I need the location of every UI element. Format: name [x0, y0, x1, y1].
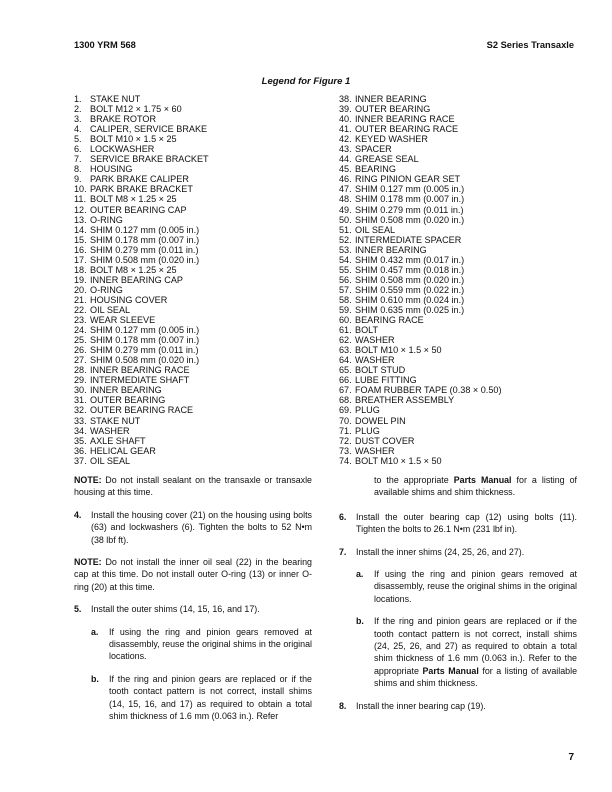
legend-item-text: INNER BEARING — [90, 385, 162, 396]
legend-item-text: PARK BRAKE BRACKET — [90, 184, 193, 195]
legend-item — [339, 335, 501, 345]
parts-manual-reference: Parts Manual — [422, 665, 479, 676]
legend-item-number: 37. — [74, 455, 87, 466]
step-text: Install the housing cover (21) on the housing using bolts (63) and lockwashers (6). Tighten the bolts to 52 N•m (38 lbf ft). — [91, 509, 312, 545]
legend-item-number: 38. — [339, 94, 352, 104]
substep-text: If using the ring and pinion gears removed at disassembly, reuse the original shims in the original locations. — [374, 569, 577, 604]
legend-item-text: BEARING RACE — [355, 315, 424, 326]
legend-item-number: 39. — [339, 104, 352, 115]
legend-item-number: 30. — [74, 385, 87, 396]
legend-item — [339, 184, 501, 194]
legend-item-text: OUTER BEARING RACE — [90, 405, 194, 416]
legend-item-text: SHIM 0.178 mm (0.007 in.) — [355, 194, 465, 205]
legend-item-text: OIL SEAL — [90, 304, 131, 315]
legend-item-text: OIL SEAL — [355, 224, 396, 235]
legend-item-text: GREASE SEAL — [355, 154, 419, 165]
legend-item-number: 22. — [74, 304, 87, 315]
legend-item-number: 5. — [74, 134, 82, 145]
legend-item — [74, 255, 209, 265]
substep-text-end: for a listing of available shims and shim thickness. — [374, 665, 578, 689]
legend-item-number: 73. — [339, 445, 352, 456]
legend-item-number: 69. — [339, 405, 352, 416]
legend-item — [339, 144, 501, 154]
legend-item-number: 31. — [74, 395, 87, 406]
legend-item-number: 26. — [74, 345, 87, 356]
parts-manual-reference: Parts Manual — [453, 475, 512, 485]
legend-item-text: SPACER — [355, 144, 392, 155]
legend-item — [74, 426, 209, 436]
legend-item-number: 64. — [339, 355, 352, 366]
legend-item — [339, 124, 501, 134]
legend-item-number: 70. — [339, 415, 352, 426]
legend-item — [339, 255, 501, 265]
legend-item — [74, 275, 209, 285]
legend-item-text: SHIM 0.127 mm (0.005 in.) — [90, 325, 200, 336]
step-5a — [91, 626, 312, 663]
legend-item — [74, 315, 209, 325]
substep-text: If using the ring and pinion gears removed at disassembly, reuse the original shims in the original locations. — [109, 626, 312, 662]
step-text: Install the outer shims (14, 15, 16, and 17). — [91, 604, 260, 615]
legend-item-text: O-RING — [90, 214, 123, 225]
legend-item-text: LUBE FITTING — [355, 375, 417, 386]
legend-item — [339, 345, 501, 355]
legend-item-text: SHIM 0.559 mm (0.022 in.) — [355, 284, 465, 295]
step-text: Install the outer bearing cap (12) using bolts (11). Tighten the bolts to 26.1 N•m (231 lbf in). — [356, 511, 577, 535]
legend-item-number: 62. — [339, 335, 352, 346]
legend-item-text: OIL SEAL — [90, 455, 131, 466]
legend-item-text: SHIM 0.508 mm (0.020 in.) — [90, 254, 200, 265]
legend-item-number: 23. — [74, 315, 87, 326]
legend-item — [74, 265, 209, 275]
legend-item-text: SHIM 0.610 mm (0.024 in.) — [355, 294, 465, 305]
legend-item-text: STAKE NUT — [90, 415, 141, 426]
legend-item — [74, 305, 209, 315]
legend-item-text: BREATHER ASSEMBLY — [355, 395, 455, 406]
legend-item — [74, 184, 209, 194]
legend-item-number: 45. — [339, 164, 352, 175]
substep-letter: b. — [91, 673, 99, 684]
legend-item-number: 72. — [339, 435, 352, 446]
step-7 — [339, 546, 577, 558]
legend-item-text: BOLT M10 × 1.5 × 50 — [355, 345, 442, 356]
legend-item-number: 54. — [339, 254, 352, 265]
step-7b — [356, 615, 577, 689]
legend-item-number: 17. — [74, 254, 87, 265]
legend-item-text: BOLT M8 × 1.25 × 25 — [90, 194, 177, 205]
step-4 — [74, 509, 312, 546]
parts-list-left — [74, 94, 209, 466]
legend-item-number: 56. — [339, 274, 352, 285]
legend-item — [339, 94, 501, 104]
legend-item-number: 4. — [74, 124, 82, 135]
legend-item — [74, 194, 209, 204]
legend-item-number: 61. — [339, 325, 352, 336]
legend-item-number: 49. — [339, 204, 352, 215]
legend-item-number: 32. — [74, 405, 87, 416]
legend-item-text: BOLT STUD — [355, 365, 406, 376]
legend-item — [74, 124, 209, 134]
legend-item — [74, 94, 209, 104]
legend-item — [339, 456, 501, 466]
legend-item-text: PARK BRAKE CALIPER — [90, 174, 189, 185]
step-number: 6. — [339, 511, 347, 522]
substep-text-start: If the ring and pinion gears are replaced or if the tooth contact pattern is not correct, install shims (24, 25, 26, and 27) as required to obtain a total shim thickness of 1.6 mm (0.063 in.). Refer to the appropriate — [374, 616, 577, 676]
legend-item — [339, 285, 501, 295]
legend-item — [339, 225, 501, 235]
step-5b — [91, 673, 312, 723]
note-oil-seal — [74, 556, 312, 593]
legend-item — [339, 295, 501, 305]
legend-item — [339, 355, 501, 365]
legend-item — [74, 174, 209, 184]
legend-item-number: 25. — [74, 335, 87, 346]
legend-item-text: LOCKWASHER — [90, 144, 155, 155]
legend-item — [339, 265, 501, 275]
substep-letter: a. — [356, 569, 364, 580]
legend-item-number: 57. — [339, 284, 352, 295]
legend-item-text: BOLT M12 × 1.75 × 60 — [90, 104, 182, 115]
legend-item-text: DUST COVER — [355, 435, 415, 446]
legend-item-number: 15. — [74, 234, 87, 245]
legend-item-number: 35. — [74, 435, 87, 446]
legend-item-text: RING PINION GEAR SET — [355, 174, 461, 185]
legend-item-number: 16. — [74, 244, 87, 255]
legend-item — [339, 174, 501, 184]
legend-item-number: 46. — [339, 174, 352, 185]
legend-item-number: 12. — [74, 204, 87, 215]
legend-item — [74, 114, 209, 124]
legend-item — [339, 385, 501, 395]
legend-item — [74, 385, 209, 395]
parts-list-right — [339, 94, 501, 466]
legend-item-text: WASHER — [90, 425, 130, 436]
legend-item — [339, 315, 501, 325]
legend-item-text: O-RING — [90, 284, 123, 295]
legend-item — [74, 295, 209, 305]
legend-item-number: 41. — [339, 124, 352, 135]
legend-item-text: PLUG — [355, 405, 380, 416]
legend-item — [74, 134, 209, 144]
legend-item-number: 36. — [74, 445, 87, 456]
legend-item — [74, 215, 209, 225]
legend-item-text: BOLT M10 × 1.5 × 25 — [90, 134, 177, 145]
legend-item-text: INNER BEARING RACE — [355, 114, 455, 125]
step-number: 7. — [339, 546, 347, 557]
legend-item — [339, 446, 501, 456]
legend-item — [74, 355, 209, 365]
legend-item-number: 2. — [74, 104, 82, 115]
legend-item-text: BOLT M8 × 1.25 × 25 — [90, 264, 177, 275]
note-text: Do not install sealant on the transaxle or transaxle housing at this time. — [74, 475, 312, 498]
legend-item-number: 34. — [74, 425, 87, 436]
legend-item-number: 11. — [74, 194, 86, 205]
legend-item — [339, 416, 501, 426]
legend-item-number: 53. — [339, 244, 352, 255]
legend-item-number: 63. — [339, 345, 352, 356]
continuation-text: to the appropriate — [374, 475, 454, 485]
legend-item-number: 27. — [74, 355, 87, 366]
legend-item-text: SHIM 0.279 mm (0.011 in.) — [355, 204, 464, 215]
legend-item — [74, 416, 209, 426]
note-sealant — [74, 474, 312, 499]
legend-item-number: 3. — [74, 114, 82, 125]
legend-item-text: SHIM 0.508 mm (0.020 in.) — [355, 214, 465, 225]
legend-item-text: AXLE SHAFT — [90, 435, 146, 446]
legend-item-number: 24. — [74, 325, 87, 336]
legend-item-number: 68. — [339, 395, 352, 406]
page-header-left: 1300 YRM 568 — [74, 40, 136, 50]
legend-item-text: WASHER — [355, 355, 395, 366]
legend-item-number: 13. — [74, 214, 87, 225]
page-number: 7 — [568, 752, 574, 763]
legend-item-number: 43. — [339, 144, 352, 155]
legend-item-number: 33. — [74, 415, 87, 426]
legend-item-number: 42. — [339, 134, 352, 145]
legend-item — [74, 436, 209, 446]
legend-item — [339, 275, 501, 285]
legend-item-number: 14. — [74, 224, 87, 235]
legend-item-text: SHIM 0.127 mm (0.005 in.) — [355, 184, 465, 195]
legend-item-number: 1. — [74, 94, 82, 104]
legend-item-text: HELICAL GEAR — [90, 445, 156, 456]
legend-item — [339, 305, 501, 315]
legend-item-number: 47. — [339, 184, 352, 195]
legend-item-number: 10. — [74, 184, 87, 195]
legend-item-text: INNER BEARING — [355, 94, 427, 104]
legend-item-text: INNER BEARING RACE — [90, 365, 190, 376]
legend-item — [339, 104, 501, 114]
step-5b-continuation — [374, 474, 577, 499]
legend-item-text: BOLT M10 × 1.5 × 50 — [355, 455, 442, 466]
legend-item-number: 67. — [339, 385, 352, 396]
legend-item-text: OUTER BEARING — [355, 104, 431, 115]
legend-item-number: 74. — [339, 455, 352, 466]
note-label: NOTE: — [74, 475, 102, 485]
legend-item-number: 59. — [339, 304, 352, 315]
legend-item — [74, 144, 209, 154]
legend-item — [74, 104, 209, 114]
legend-item-number: 28. — [74, 365, 87, 376]
legend-item-number: 8. — [74, 164, 82, 175]
text-column-right — [339, 474, 577, 722]
legend-item — [74, 245, 209, 255]
legend-item-text: HOUSING COVER — [90, 294, 168, 305]
legend-item-number: 71. — [339, 425, 352, 436]
legend-item-text: SHIM 0.178 mm (0.007 in.) — [90, 335, 200, 346]
legend-item-number: 51. — [339, 224, 352, 235]
legend-item-text: SHIM 0.432 mm (0.017 in.) — [355, 254, 465, 265]
legend-item-number: 19. — [74, 274, 87, 285]
legend-item — [74, 405, 209, 415]
step-text: Install the inner shims (24, 25, 26, and 27). — [356, 546, 525, 557]
legend-item-text: SHIM 0.279 mm (0.011 in.) — [90, 244, 199, 255]
legend-item-number: 52. — [339, 234, 352, 245]
legend-item-text: BRAKE ROTOR — [90, 114, 157, 125]
substep-text: If the ring and pinion gears are replaced or if the tooth contact pattern is not correct, install shims (14, 15, 16, and 17) as required to obtain a total shim thickness of 1.6 mm (0.063 in.). Refer — [109, 673, 312, 722]
legend-item-number: 66. — [339, 375, 352, 386]
legend-item — [74, 154, 209, 164]
legend-item — [74, 235, 209, 245]
legend-item — [74, 225, 209, 235]
legend-item-text: BEARING — [355, 164, 396, 175]
legend-item — [339, 114, 501, 124]
legend-item-text: WASHER — [355, 335, 395, 346]
legend-item — [339, 154, 501, 164]
legend-item-number: 58. — [339, 294, 352, 305]
legend-item-number: 55. — [339, 264, 352, 275]
page-header-right: S2 Series Transaxle — [486, 40, 574, 50]
legend-item — [74, 205, 209, 215]
step-number: 4. — [74, 509, 82, 520]
legend-item-text: STAKE NUT — [90, 94, 141, 104]
step-7a — [356, 568, 577, 605]
legend-item-number: 18. — [74, 264, 87, 275]
legend-item — [74, 446, 209, 456]
legend-item-text: INNER BEARING — [355, 244, 427, 255]
legend-item-text: SERVICE BRAKE BRACKET — [90, 154, 209, 165]
step-5 — [74, 603, 312, 615]
legend-item — [339, 194, 501, 204]
legend-item — [339, 205, 501, 215]
legend-item — [74, 375, 209, 385]
legend-item — [74, 164, 209, 174]
legend-item — [339, 405, 501, 415]
legend-item-text: INTERMEDIATE SPACER — [355, 234, 462, 245]
legend-item-text: PLUG — [355, 425, 380, 436]
step-number: 5. — [74, 604, 82, 615]
legend-item — [74, 325, 209, 335]
legend-item — [74, 365, 209, 375]
continuation-text-end: for a listing of available shims and shim thickness. — [374, 475, 577, 498]
legend-item — [339, 235, 501, 245]
step-8 — [339, 700, 577, 712]
substep-text — [374, 615, 577, 689]
legend-item — [339, 375, 501, 385]
legend-item-text: KEYED WASHER — [355, 134, 428, 145]
legend-item-number: 44. — [339, 154, 352, 165]
legend-item-text: INTERMEDIATE SHAFT — [90, 375, 190, 386]
legend-item-number: 6. — [74, 144, 82, 155]
legend-item-number: 50. — [339, 214, 352, 225]
legend-item-number: 20. — [74, 284, 87, 295]
legend-item-number: 60. — [339, 315, 352, 326]
legend-item-text: DOWEL PIN — [355, 415, 406, 426]
legend-item — [339, 365, 501, 375]
legend-item-text: SHIM 0.279 mm (0.011 in.) — [90, 345, 199, 356]
note-text: Do not install the inner oil seal (22) in the bearing cap at this time. Do not install outer O-ring (13) or inner O-ring (20) at this time. — [74, 557, 312, 592]
substep-letter: a. — [91, 626, 99, 637]
legend-item-text: SHIM 0.127 mm (0.005 in.) — [90, 224, 200, 235]
text-column-left — [74, 474, 312, 733]
legend-item — [74, 345, 209, 355]
legend-item-text: SHIM 0.508 mm (0.020 in.) — [90, 355, 200, 366]
legend-item-text: HOUSING — [90, 164, 133, 175]
legend-item-text: OUTER BEARING RACE — [355, 124, 459, 135]
legend-item — [74, 395, 209, 405]
legend-item-number: 40. — [339, 114, 352, 125]
legend-item-text: INNER BEARING CAP — [90, 274, 183, 285]
step-number: 8. — [339, 700, 347, 711]
legend-item-text: FOAM RUBBER TAPE (0.38 × 0.50) — [355, 385, 502, 396]
legend-item-text: SHIM 0.178 mm (0.007 in.) — [90, 234, 200, 245]
legend-item-text: OUTER BEARING CAP — [90, 204, 187, 215]
legend-item-text: SHIM 0.508 mm (0.020 in.) — [355, 274, 465, 285]
legend-item — [339, 215, 501, 225]
legend-item — [339, 245, 501, 255]
legend-item-number: 48. — [339, 194, 352, 205]
legend-item-number: 65. — [339, 365, 352, 376]
legend-item — [339, 426, 501, 436]
legend-item-number: 7. — [74, 154, 82, 165]
legend-item — [74, 456, 209, 466]
legend-item — [339, 436, 501, 446]
legend-title: Legend for Figure 1 — [261, 76, 351, 87]
legend-item-text: SHIM 0.635 mm (0.025 in.) — [355, 304, 465, 315]
legend-item-text: SHIM 0.457 mm (0.018 in.) — [355, 264, 465, 275]
step-text: Install the inner bearing cap (19). — [356, 700, 486, 711]
legend-item — [339, 325, 501, 335]
legend-item-text: WASHER — [355, 445, 395, 456]
legend-item-text: CALIPER, SERVICE BRAKE — [90, 124, 208, 135]
substep-letter: b. — [356, 616, 364, 627]
legend-item-number: 29. — [74, 375, 87, 386]
legend-item-text: WEAR SLEEVE — [90, 315, 156, 326]
legend-item — [339, 164, 501, 174]
legend-item-number: 9. — [74, 174, 82, 185]
legend-item-text: BOLT — [355, 325, 379, 336]
legend-item — [74, 335, 209, 345]
legend-item-text: OUTER BEARING — [90, 395, 166, 406]
note-label: NOTE: — [74, 557, 102, 568]
legend-item — [74, 285, 209, 295]
legend-item-number: 21. — [74, 294, 87, 305]
legend-item — [339, 395, 501, 405]
legend-item — [339, 134, 501, 144]
step-6 — [339, 511, 577, 536]
